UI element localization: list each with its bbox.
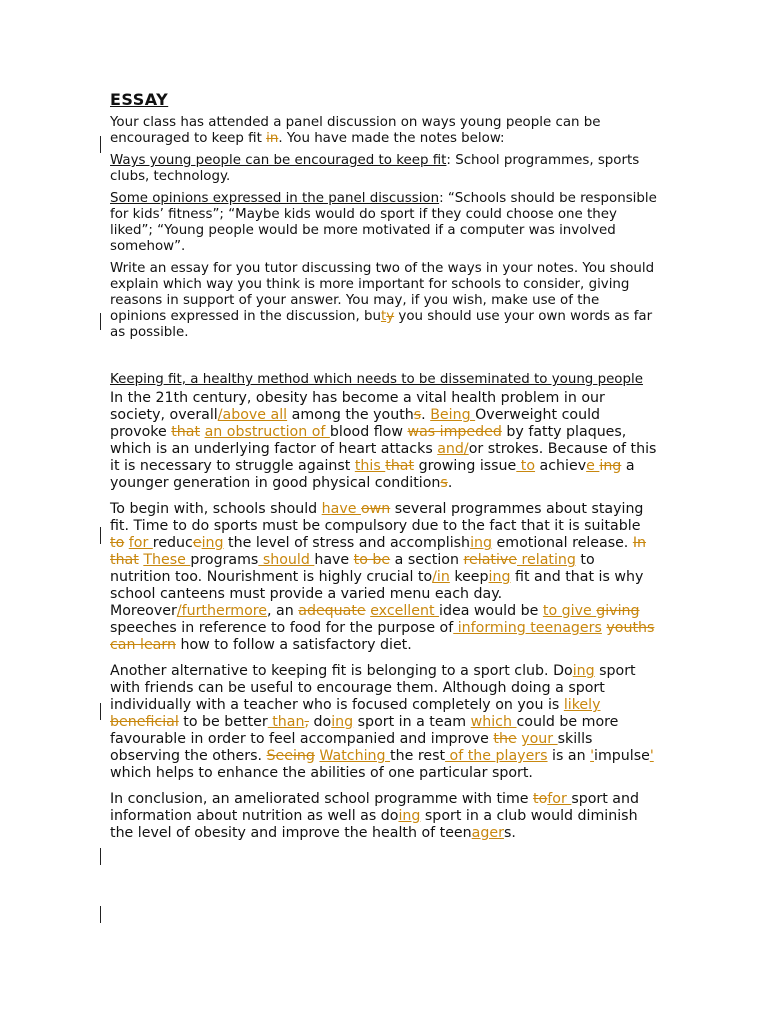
text-run: Your class has attended a panel discussion on ways young people can be encouraged to keep fit — [110, 115, 601, 146]
text-run: to be better — [178, 714, 268, 730]
essay-title: Keeping fit, a healthy method which needs to be disseminated to young people — [110, 372, 643, 387]
text-run: the rest — [390, 748, 446, 764]
task-prompt — [110, 261, 658, 341]
text-run: a section — [390, 552, 464, 568]
inserted-text: ' — [649, 748, 654, 764]
text-run: sport in a team — [353, 714, 471, 730]
change-bar — [100, 527, 101, 544]
document-page — [110, 90, 658, 851]
deleted-text: to — [110, 535, 125, 551]
inserted-text: of the players — [445, 748, 548, 764]
text-run: which helps to enhance the abilities of one particular sport. — [110, 765, 533, 781]
deleted-text: adequate — [298, 603, 366, 619]
inserted-text: relating — [517, 552, 576, 568]
text-run: . You have made the notes below: — [278, 131, 505, 146]
text-run: reduc — [152, 535, 193, 551]
task-paragraph — [110, 115, 658, 147]
text-run: by fatty plaques, which is an underlying factor of heart attacks — [110, 424, 627, 457]
inserted-text: ing — [470, 535, 493, 551]
deleted-text: relative — [463, 552, 518, 568]
essay-paragraph — [110, 791, 658, 842]
text-run: or strokes. Because of this it is necessary to struggle against — [110, 441, 657, 474]
inserted-text: excellent — [370, 603, 440, 619]
text-run: In the 21th century, obesity has become a vital health problem in our society, overall — [110, 390, 605, 423]
text-run: do — [309, 714, 332, 730]
text-run: In conclusion, an ameliorated school programme with time — [110, 791, 534, 807]
text-run: impulse — [594, 748, 650, 764]
deleted-text: beneficial — [110, 714, 179, 730]
deleted-text: ing — [599, 458, 622, 474]
inserted-text: likely — [563, 697, 601, 713]
inserted-text: ' — [590, 748, 594, 764]
change-bar — [100, 703, 101, 720]
text-run: Another alternative to keeping fit is belonging to a sport club. Do — [110, 663, 573, 679]
inserted-text: and/ — [437, 441, 469, 457]
underlined-text: Ways young people can be encouraged to keep fit — [110, 153, 447, 168]
deleted-text: that — [385, 458, 415, 474]
inserted-text: /in — [432, 569, 450, 585]
deleted-text: youths — [606, 620, 655, 636]
text-run: : School programmes, sports clubs, technology. — [110, 153, 640, 184]
deleted-text: In that — [110, 535, 647, 568]
deleted-text: y — [386, 309, 395, 324]
change-bar — [100, 848, 101, 865]
text-run: sport with friends can be useful to encourage them. Although doing a sport individually with a teacher who is focused completely on you is — [110, 663, 636, 713]
text-run: speeches in reference to food for the purpose of — [110, 620, 454, 636]
inserted-text: /above all — [217, 407, 288, 423]
text-run: sport in a club would diminish the level of obesity and improve the health of teen — [110, 808, 638, 841]
text-run: skills observing the others. — [110, 731, 593, 764]
text-run: sport and information about nutrition as well as do — [110, 791, 640, 824]
inserted-text: /furthermore — [176, 603, 268, 619]
text-run: growing issue — [414, 458, 517, 474]
deleted-text: to — [533, 791, 548, 807]
text-run: could be more favourable in order to feel accompanied and improve — [110, 714, 619, 747]
inserted-text: to give — [542, 603, 597, 619]
deleted-text: s — [413, 407, 422, 423]
deleted-text: e — [192, 535, 202, 551]
inserted-text: informing teenagers — [453, 620, 602, 636]
inserted-text: have — [321, 501, 361, 517]
inserted-text: your — [521, 731, 558, 747]
text-run: to nutrition too. Nourishment is highly crucial to — [110, 552, 595, 585]
task-instructions — [110, 115, 658, 341]
text-run: several programmes about staying fit. Time to do sports must be compulsory due to the fact that it is suitable — [110, 501, 644, 534]
essay-paragraph — [110, 390, 658, 492]
text-run: the level of stress and accomplish — [223, 535, 471, 551]
text-run: you should use your own words as far as possible. — [110, 309, 653, 340]
inserted-text: t — [380, 309, 387, 324]
deleted-text: Seeing — [266, 748, 315, 764]
task-opinions — [110, 191, 658, 255]
inserted-text: ing — [201, 535, 224, 551]
text-run: blood flow — [329, 424, 408, 440]
text-run: emotional release. — [492, 535, 633, 551]
text-run: among the youth — [287, 407, 414, 423]
underlined-text: Some opinions expressed in the panel discussion — [110, 191, 440, 206]
essay-paragraph — [110, 663, 658, 782]
essay-paragraph — [110, 501, 658, 654]
inserted-text: ing — [331, 714, 354, 730]
deleted-text: to be — [353, 552, 391, 568]
deleted-text: , — [304, 714, 309, 730]
text-run: To begin with, schools should — [110, 501, 322, 517]
inserted-text: for — [547, 791, 572, 807]
deleted-text: that — [171, 424, 201, 440]
change-bar — [100, 906, 101, 923]
inserted-text: ing — [572, 663, 595, 679]
deleted-text: own — [360, 501, 391, 517]
inserted-text: Being — [430, 407, 476, 423]
text-run: have — [314, 552, 354, 568]
inserted-text: an obstruction of — [204, 424, 330, 440]
inserted-text: this — [354, 458, 386, 474]
deleted-text: giving — [596, 603, 640, 619]
inserted-text: which — [470, 714, 517, 730]
essay-body — [110, 371, 658, 842]
task-notes — [110, 153, 658, 185]
inserted-text: than — [267, 714, 305, 730]
text-run: achiev — [535, 458, 587, 474]
text-run: idea would be — [439, 603, 543, 619]
change-bar — [100, 313, 101, 330]
text-run: : “Schools should be responsible for kids’ fitness”; “Maybe kids would do sport if they could choose one they liked”; “Young people would be more motivated if a computer was involved somehow”. — [110, 191, 657, 254]
inserted-text: for — [128, 535, 153, 551]
deleted-text: the — [493, 731, 517, 747]
text-run: Overweight could provoke — [110, 407, 601, 440]
text-run: , an — [267, 603, 299, 619]
text-run: . — [421, 407, 431, 423]
inserted-text: Watching — [319, 748, 391, 764]
deleted-text: can learn — [110, 637, 176, 653]
inserted-text: ager — [471, 825, 504, 841]
text-run: keep — [449, 569, 489, 585]
text-run: is an — [547, 748, 591, 764]
text-run: s. — [503, 825, 516, 841]
inserted-text: should — [258, 552, 315, 568]
deleted-text: in — [266, 131, 279, 146]
text-run: fit and that is why school canteens must provide a varied menu each day. Moreover — [110, 569, 644, 619]
deleted-text: s — [440, 475, 448, 491]
text-run: Write an essay for you tutor discussing two of the ways in your notes. You should explain which way you think is more important for schools to consider, giving reasons in support of your answer. You may, if you wish, make use of the opinions expressed in the discussion, bu — [110, 261, 655, 324]
text-run: how to follow a satisfactory diet. — [175, 637, 412, 653]
text-run: programs — [190, 552, 259, 568]
inserted-text: These — [143, 552, 191, 568]
inserted-text: e — [586, 458, 600, 474]
change-bar — [100, 136, 101, 153]
text-run: a younger generation in good physical condition — [110, 458, 635, 491]
inserted-text: ing — [398, 808, 421, 824]
inserted-text: to — [516, 458, 536, 474]
essay-heading: ESSAY — [110, 90, 169, 109]
inserted-text: ing — [488, 569, 511, 585]
deleted-text: was impeded — [407, 424, 502, 440]
text-run: . — [447, 475, 453, 491]
